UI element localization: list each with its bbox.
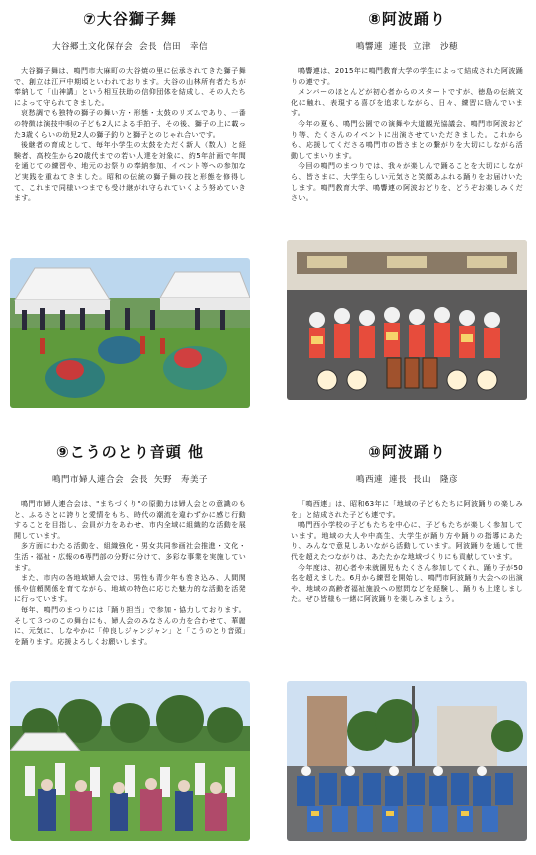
section-number: ⑨ [56, 443, 70, 461]
photo-naruto-dance-group [287, 240, 527, 400]
paragraph: 今年度は、初心者や未就園児もたくさん参加してくれ、踊り子が50名を超えました。6月から練習を開始し、鳴門市阿波踊り大会への出演や、地域の高齢者福祉施設への慰問などを経験し、踊りも上達しました。ぜひ皆様も一緒に阿波踊りを楽しみましょう。 [291, 563, 523, 604]
section-byline [10, 473, 250, 485]
section-title: ⑨こうのとり音頭 他 [56, 443, 204, 461]
person-name: 長山 隆彦 [413, 475, 459, 485]
section-byline [287, 473, 527, 485]
paragraph: 毎年、鳴門のまつりには「踊り担当」で参加・協力しております。そして３つのこの舞台にも、婦人会のみなさんの力を合わせて、華麗に、元気に、しなやかに「仲良しジャンジャン」と「こうのとり音頭」を踊ります。応援よろしくお願いします。 [14, 605, 246, 646]
paragraph: メンバーのほとんどが初心者からのスタートですが、徳島の伝統文化に触れ、表現する喜びを追求しながら、日々、練習に励んでいます。 [291, 88, 523, 118]
section-title: ⑦大谷獅子舞 [83, 10, 177, 28]
section-body [10, 66, 250, 204]
paragraph: 鳴響連は、2015年に鳴門教育大学の学生によって結成された阿波踊りの連です。 [291, 67, 523, 86]
section-body [287, 499, 527, 605]
section-body [10, 499, 250, 647]
section-title: ⑩阿波踊り [368, 443, 446, 461]
role-label: 連長 [388, 42, 407, 52]
person-name: 矢野 寿美子 [154, 475, 209, 485]
paragraph: また、市内の各地域婦人会では、男性も青少年も巻き込み、人間関係や信頼関係を育てながら、地域の特色に応じた魅力的な活動を活発に行っています。 [14, 574, 246, 604]
role-label: 会長 [138, 42, 157, 52]
paragraph: 大谷獅子舞は、鳴門市大麻町の大谷焼の里に伝承されてきた獅子舞で、創立は江戸中期頃といわれております。大谷の山林所有者たちが奉納して「山神講」という相互扶助の信仰団体を結成し、その人たちによって守られてきました。 [14, 67, 246, 107]
org-name: 大谷郷土文化保存会 [51, 42, 133, 52]
role-label: 連長 [388, 475, 407, 485]
section-number: ⑦ [83, 10, 97, 28]
section-number: ⑧ [368, 10, 382, 28]
paragraph: 哀愁調でも独特の獅子の舞い方・形態・太鼓のリズムであり、一番の特徴は演技中唄の子ども2人による手拍子、その後、獅子の上に載った3歳くらいの幼児2人の獅子釣りと獅子とのじゃれ合いです。 [14, 109, 246, 139]
section-title: ⑧阿波踊り [368, 10, 446, 28]
paragraph: 後継者の育成として、毎年小学生の太鼓をただく新人（数人）と経験者、高校生から20歳代までの若い人達を対象に、約5年計画で年間を通じての練習や、地元のお祭りの奉納参加、イベント等への参加など実践を重ねてきました。昭和の伝統の獅子舞の技と形態を修得して、これまで同様いつまでも受け継がれ守られていくよう努めていきます。 [14, 141, 246, 203]
photo-womens-dance [10, 681, 250, 841]
paragraph: 今年の夏も、鳴門公園での演舞や大道観光協議会、鳴門市阿波おどり等、たくさんのイベントに出演させていただきました。これからも、応援してくださる鳴門市の皆さまとの繋がりを大切にしながら活動してまいります。 [291, 119, 523, 160]
paragraph: 鳴門西小学校の子どもたちを中心に、子どもたちが楽しく参加しています。地域の大人や中高生、大学生が踊り方や踊りの指導にあたり、みんなで意見しあいながら活動しています。阿波踊りを通して世代を超えたつながりは、あたたかな地域づくりにも貢献しています。 [291, 521, 523, 561]
org-name: 鳴響連 [355, 42, 383, 52]
section-byline [287, 40, 527, 52]
section-9 [10, 441, 250, 647]
person-name: 信田 幸信 [163, 42, 209, 52]
role-label: 会長 [129, 475, 148, 485]
paragraph: 多方面にわたる活動を、組織強化・男女共同参画社会推進・文化・生活・福祉・広報の6専門部の分野に分けて、多彩な事業を実施しています。 [14, 542, 246, 572]
paragraph: 今回の鳴門のまつりでは、我々が楽しんで踊ることを大切にしながら、皆さまに、大学生らしい元気さと笑顔あふれる踊りをお届けいたします。鳴門教育大学、鳴響連の阿波おどりを、どうぞお楽しみください。 [291, 162, 523, 203]
paragraph: 「鳴西連」は、昭和63年に「地域の子どもたちに阿波踊りの楽しみを」と結成された子ども連です。 [291, 500, 523, 519]
section-8 [287, 8, 527, 204]
org-name: 鳴門市婦人連合会 [51, 475, 124, 485]
person-name: 立津 沙穂 [413, 42, 459, 52]
section-body [287, 66, 527, 204]
paragraph: 鳴門市婦人連合会は、"まちづくり"の原動力は婦人会との意識のもと、ふるさとに誇りと愛情をもち、時代の潮流を違わずかに感じ行動することを目指し、会員が力をあわせ、市内全域に組織的な活動を展開しています。 [14, 500, 246, 540]
photo-kids-dance-group [287, 681, 527, 841]
section-7 [10, 8, 250, 204]
section-byline [10, 40, 250, 52]
section-number: ⑩ [368, 443, 382, 461]
org-name: 鳴西連 [355, 475, 383, 485]
photo-lion-dance [10, 258, 250, 408]
section-10 [287, 441, 527, 605]
